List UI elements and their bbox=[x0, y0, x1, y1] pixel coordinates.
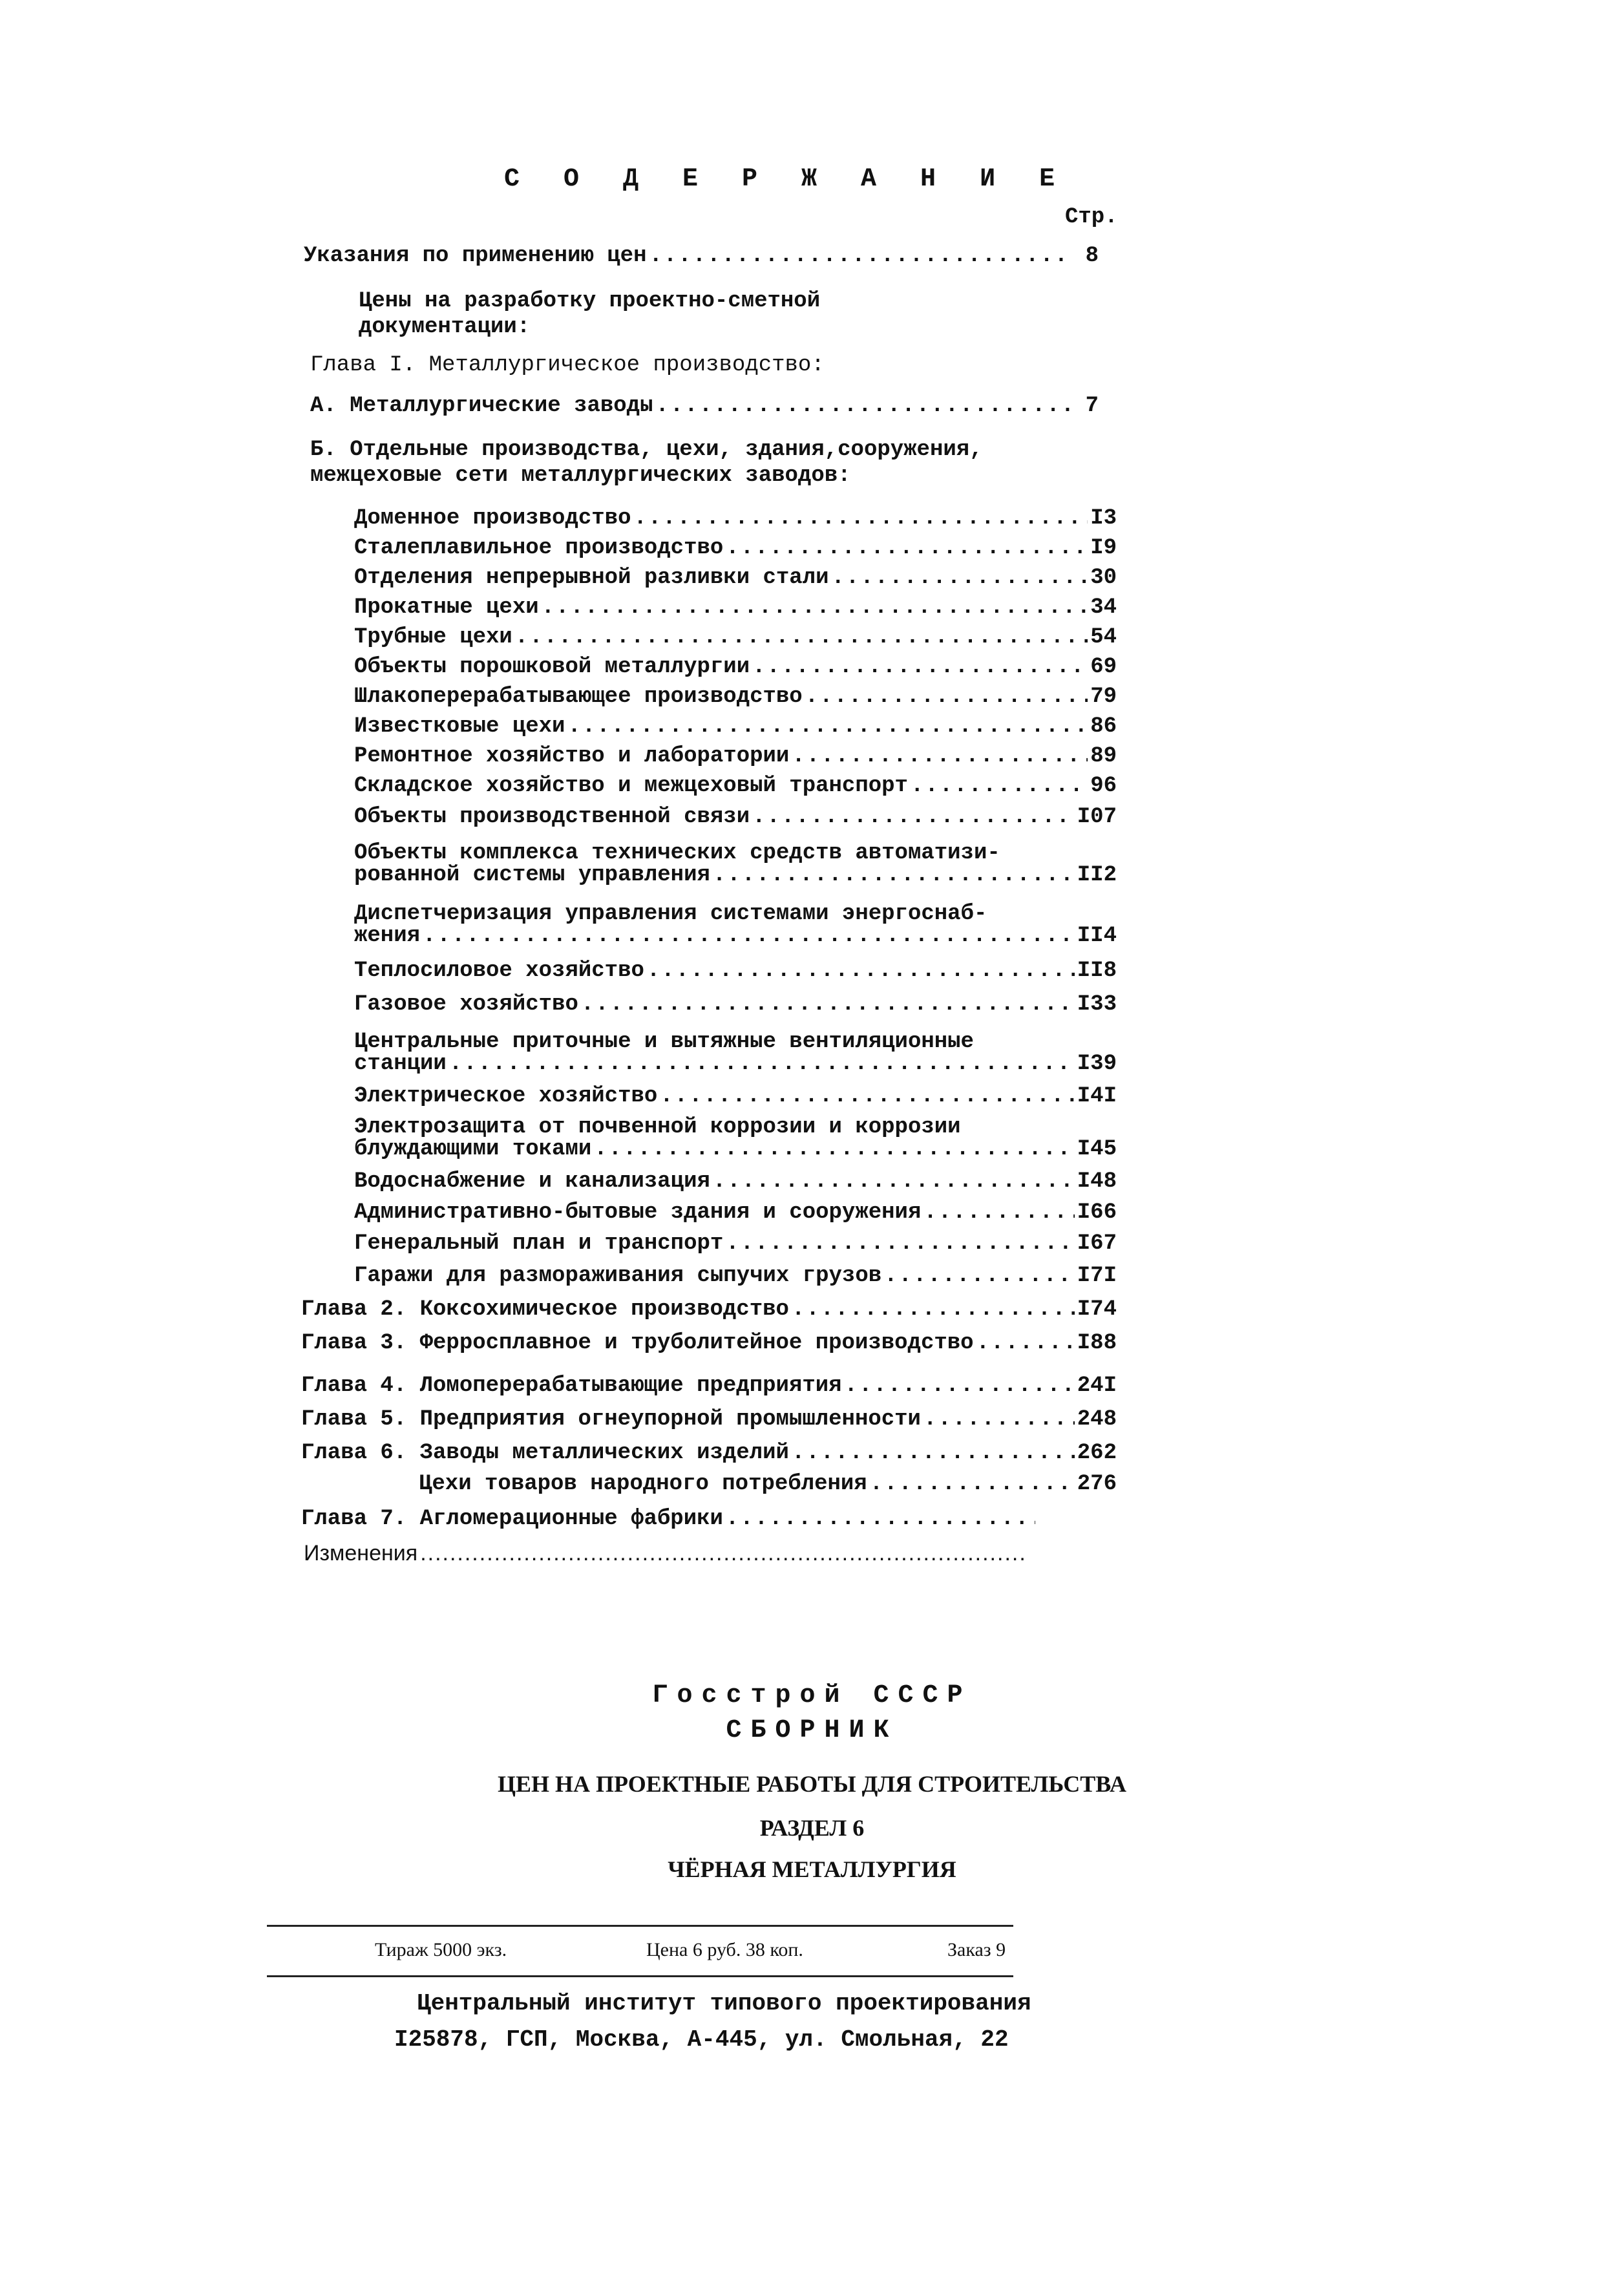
divider bbox=[267, 1975, 1013, 1977]
toc-entry[interactable] bbox=[354, 862, 1117, 888]
toc-entry-page: 276 bbox=[1077, 1472, 1117, 1496]
section-b-title: Б. Отдельные производства, цехи, здания,сооружения, межцеховые сети металлургических заводов: bbox=[310, 438, 983, 488]
toc-entry-page: 69 bbox=[1090, 655, 1117, 679]
toc-entry-chapter-2[interactable] bbox=[301, 1297, 1117, 1322]
dot-leader bbox=[792, 743, 1088, 769]
dot-leader bbox=[567, 714, 1088, 739]
toc-entry-page: 262 bbox=[1077, 1441, 1117, 1465]
toc-entry-page: I48 bbox=[1077, 1169, 1117, 1194]
dot-leader bbox=[656, 393, 1071, 419]
toc-entry-chapter-3[interactable] bbox=[301, 1330, 1117, 1356]
dot-leader bbox=[726, 535, 1088, 561]
order: Заказ 9 bbox=[947, 1939, 1006, 1960]
toc-entry[interactable] bbox=[354, 624, 1117, 650]
toc-entry-label: Указания по применению цен bbox=[304, 244, 647, 268]
toc-entry[interactable] bbox=[354, 1169, 1117, 1194]
toc-entry-label: Административно-бытовые здания и сооружения bbox=[354, 1200, 922, 1225]
toc-entry[interactable] bbox=[354, 535, 1117, 561]
dot-leader bbox=[633, 505, 1088, 531]
toc-entry-label: Водоснабжение и канализация bbox=[354, 1169, 710, 1194]
toc-entry-line1: Объекты комплекса технических средств автоматизи- bbox=[354, 841, 1000, 865]
toc-entry[interactable] bbox=[354, 1083, 1117, 1109]
toc-entry-label: рованной системы управления bbox=[354, 863, 710, 887]
dot-leader bbox=[923, 1406, 1075, 1432]
dot-leader bbox=[752, 654, 1088, 680]
toc-entry-page: II2 bbox=[1077, 863, 1117, 887]
toc-entry[interactable] bbox=[354, 595, 1117, 621]
toc-entry-page: I7I bbox=[1077, 1264, 1117, 1288]
dot-leader bbox=[870, 1471, 1075, 1497]
imprint-title: ЦЕН НА ПРОЕКТНЫЕ РАБОТЫ ДЛЯ СТРОИТЕЛЬСТВА bbox=[497, 1771, 1126, 1797]
dot-leader bbox=[420, 1541, 1025, 1566]
toc-entry-label: Изменения bbox=[304, 1541, 418, 1565]
toc-entry-page: II4 bbox=[1077, 924, 1117, 948]
toc-entry[interactable] bbox=[354, 654, 1117, 680]
toc-entry-label: Глава 6. Заводы металлических изделий bbox=[301, 1441, 789, 1465]
toc-entry[interactable] bbox=[354, 923, 1117, 949]
toc-entry[interactable] bbox=[354, 1231, 1117, 1257]
dot-leader bbox=[976, 1330, 1075, 1356]
toc-entry[interactable] bbox=[354, 804, 1117, 830]
toc-entry-label: Глава 7. Агломерационные фабрики bbox=[301, 1507, 723, 1531]
toc-entry-section-a[interactable] bbox=[310, 393, 1099, 419]
toc-entry-page: 34 bbox=[1090, 595, 1117, 620]
toc-entry-page: I33 bbox=[1077, 992, 1117, 1017]
imprint-collection: СБОРНИК bbox=[726, 1716, 898, 1745]
toc-entry-label: блуждающими токами bbox=[354, 1137, 592, 1162]
toc-entry[interactable] bbox=[354, 1051, 1117, 1077]
toc-entry[interactable] bbox=[354, 773, 1117, 799]
dot-leader bbox=[449, 1051, 1075, 1077]
toc-entry-label: жения bbox=[354, 924, 421, 948]
toc-entry-page: I4I bbox=[1077, 1084, 1117, 1109]
toc-entry-page: I07 bbox=[1077, 805, 1117, 829]
toc-entry-label: Теплосиловое хозяйство bbox=[354, 959, 644, 983]
toc-entry-page: I67 bbox=[1077, 1231, 1117, 1256]
circulation: Тираж 5000 экз. bbox=[375, 1939, 507, 1960]
dot-leader bbox=[805, 684, 1088, 710]
dot-leader bbox=[713, 1169, 1075, 1194]
toc-entry-page: 96 bbox=[1090, 774, 1117, 798]
toc-entry-page: 86 bbox=[1090, 714, 1117, 739]
price: Цена 6 руб. 38 коп. bbox=[646, 1939, 803, 1960]
toc-entry[interactable] bbox=[354, 714, 1117, 739]
chapter-1-title: Глава I. Металлургическое производство: bbox=[310, 353, 825, 377]
toc-entry-label: А. Металлургические заводы bbox=[310, 394, 653, 418]
dot-leader bbox=[911, 773, 1088, 799]
toc-entry[interactable] bbox=[354, 992, 1117, 1017]
dot-leader bbox=[649, 243, 1071, 269]
toc-entry-label: Генеральный план и транспорт bbox=[354, 1231, 724, 1256]
toc-entry-line1: Электрозащита от почвенной коррозии и коррозии bbox=[354, 1115, 961, 1140]
toc-entry-page: II8 bbox=[1077, 959, 1117, 983]
toc-entry-label: Складское хозяйство и межцеховый транспорт bbox=[354, 774, 908, 798]
toc-entry[interactable] bbox=[354, 1263, 1117, 1289]
dot-leader bbox=[713, 862, 1075, 888]
toc-entry-page: 24I bbox=[1077, 1374, 1117, 1398]
dot-leader bbox=[726, 1231, 1074, 1257]
imprint-subject: ЧЁРНАЯ МЕТАЛЛУРГИЯ bbox=[668, 1856, 956, 1882]
dot-leader bbox=[792, 1297, 1075, 1322]
dot-leader bbox=[542, 595, 1088, 621]
publisher: Центральный институт типового проектирования bbox=[417, 1990, 1031, 2017]
toc-entry-label: Глава 4. Ломоперерабатывающие предприятия bbox=[301, 1374, 842, 1398]
toc-entry-label: Цехи товаров народного потребления bbox=[419, 1472, 867, 1496]
toc-entry-page: 30 bbox=[1090, 566, 1117, 590]
toc-entry[interactable] bbox=[354, 1200, 1117, 1225]
dot-leader bbox=[832, 565, 1088, 591]
toc-entry[interactable] bbox=[354, 958, 1117, 984]
dot-leader bbox=[594, 1136, 1075, 1162]
toc-entry-label: Прокатные цехи bbox=[354, 595, 539, 620]
toc-entry-label: Известковые цехи bbox=[354, 714, 565, 739]
toc-entry[interactable] bbox=[354, 505, 1117, 531]
divider bbox=[267, 1925, 1013, 1927]
toc-entry[interactable] bbox=[354, 565, 1117, 591]
dot-leader bbox=[792, 1440, 1075, 1466]
toc-entry-page: 8 bbox=[1085, 244, 1099, 268]
toc-entry-label: Глава 3. Ферросплавное и труболитейное производство bbox=[301, 1331, 974, 1355]
toc-entry-label: Шлакоперерабатывающее производство bbox=[354, 684, 803, 709]
toc-entry-label: Газовое хозяйство bbox=[354, 992, 578, 1017]
toc-entry-chapter-4[interactable] bbox=[301, 1373, 1117, 1399]
toc-entry-page: 54 bbox=[1090, 625, 1117, 650]
toc-title: С О Д Е Р Ж А Н И Е bbox=[504, 165, 1070, 194]
dot-leader bbox=[845, 1373, 1075, 1399]
dot-leader bbox=[515, 624, 1088, 650]
publisher-address: I25878, ГСП, Москва, А-445, ул. Смольная, 22 bbox=[394, 2026, 1009, 2053]
toc-entry[interactable] bbox=[354, 1136, 1117, 1162]
toc-entry-page: I45 bbox=[1077, 1137, 1117, 1162]
toc-entry-label: Ремонтное хозяйство и лаборатории bbox=[354, 744, 790, 769]
toc-entry-page: I66 bbox=[1077, 1200, 1117, 1225]
toc-entry-page: I3 bbox=[1090, 506, 1117, 531]
dot-leader bbox=[581, 992, 1075, 1017]
toc-entry-page: I74 bbox=[1077, 1297, 1117, 1322]
dot-leader bbox=[923, 1200, 1074, 1225]
toc-entry-label: Электрическое хозяйство bbox=[354, 1084, 658, 1109]
toc-entry-label: Глава 2. Коксохимическое производство bbox=[301, 1297, 789, 1322]
dot-leader bbox=[884, 1263, 1075, 1289]
toc-entry-label: Глава 5. Предприятия огнеупорной промышленности bbox=[301, 1407, 921, 1432]
toc-entry-chapter-5[interactable] bbox=[301, 1406, 1117, 1432]
toc-entry-label: Объекты порошковой металлургии bbox=[354, 655, 750, 679]
toc-entry-page: 248 bbox=[1077, 1407, 1117, 1432]
toc-entry-usage[interactable] bbox=[304, 243, 1099, 269]
dot-leader bbox=[752, 804, 1075, 830]
toc-entry-label: Доменное производство bbox=[354, 506, 631, 531]
imprint-org: Госстрой СССР bbox=[652, 1681, 972, 1710]
toc-entry-page: 79 bbox=[1090, 684, 1117, 709]
toc-entry-page: I39 bbox=[1077, 1052, 1117, 1076]
toc-entry-label: Объекты производственной связи bbox=[354, 805, 750, 829]
prices-title: Цены на разработку проектно-сметной документации: bbox=[359, 289, 821, 339]
toc-entry-page: 7 bbox=[1085, 394, 1099, 418]
imprint-section: РАЗДЕЛ 6 bbox=[759, 1815, 865, 1841]
toc-entry-line1: Центральные приточные и вытяжные вентиляционные bbox=[354, 1030, 974, 1054]
dot-leader bbox=[660, 1083, 1075, 1109]
toc-entry-label: станции bbox=[354, 1052, 447, 1076]
toc-entry-label: Отделения непрерывной разливки стали bbox=[354, 566, 829, 590]
toc-entry-line1: Диспетчеризация управления системами энергоснаб- bbox=[354, 902, 987, 926]
toc-entry-label: Трубные цехи bbox=[354, 625, 512, 650]
toc-entry[interactable] bbox=[354, 743, 1117, 769]
toc-entry[interactable] bbox=[354, 684, 1117, 710]
dot-leader bbox=[726, 1506, 1035, 1532]
page-column-header: Стр. bbox=[1065, 205, 1118, 229]
toc-entry-page: I88 bbox=[1077, 1331, 1117, 1355]
dot-leader bbox=[647, 958, 1075, 984]
toc-entry-chapter-6[interactable] bbox=[301, 1440, 1117, 1466]
toc-entry-page: 89 bbox=[1090, 744, 1117, 769]
toc-entry-consumer-goods[interactable] bbox=[419, 1471, 1117, 1497]
dot-leader bbox=[423, 923, 1075, 949]
toc-entry-page: I9 bbox=[1090, 536, 1117, 560]
toc-entry-changes[interactable] bbox=[304, 1541, 1028, 1566]
toc-entry-label: Гаражи для размораживания сыпучих грузов bbox=[354, 1264, 882, 1288]
toc-entry-label: Сталеплавильное производство bbox=[354, 536, 724, 560]
toc-entry-chapter-7[interactable] bbox=[301, 1506, 1064, 1532]
